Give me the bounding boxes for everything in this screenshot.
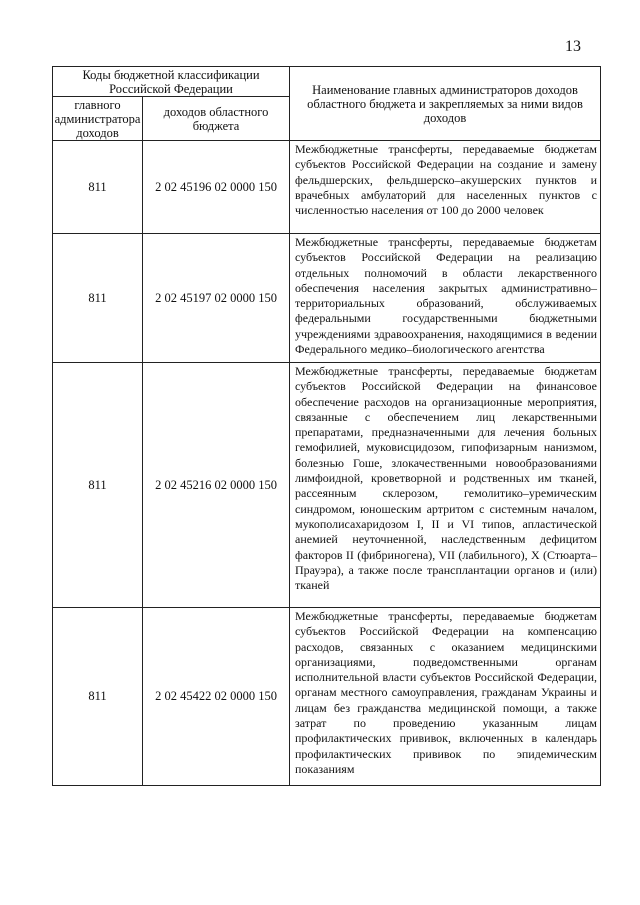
- description-cell: Межбюджетные трансферты, передаваемые бюджетам субъектов Российской Федерации на компенсацию расходов, связанных с оказанием медицинскими организациями, подведомственными органам исполнительной власти субъектов Российской Федерации, органам местного самоуправления, гражданам Украины и лицам без гражданства медицинской помощи, а также затрат по проведению указанным лицам профилактических прививок, включенных в календарь профилактических прививок по эпидемическим показаниям: [290, 608, 601, 786]
- table-header-row: [53, 67, 601, 97]
- header-regional-income: доходов областного бюджета: [143, 97, 290, 141]
- page-number: 13: [565, 38, 581, 55]
- table-row: [53, 234, 601, 363]
- description-cell: Межбюджетные трансферты, передаваемые бюджетам субъектов Российской Федерации на реализацию отдельных полномочий в области лекарственного обеспечения населения закрытых административно–территориальных образований, обслуживаемых федеральными государственными бюджетными учреждениями здравоохранения, находящимися в ведении Федерального медико–биологического агентства: [290, 234, 601, 363]
- header-main-admin: главного администратора доходов: [53, 97, 143, 141]
- table-row: [53, 363, 601, 608]
- income-code-cell: 2 02 45422 02 0000 150: [143, 608, 290, 786]
- admin-code-cell: 811: [53, 363, 143, 608]
- table-row: [53, 608, 601, 786]
- income-code-cell: 2 02 45216 02 0000 150: [143, 363, 290, 608]
- admin-code-cell: 811: [53, 234, 143, 363]
- table-row: [53, 141, 601, 234]
- income-code-cell: 2 02 45197 02 0000 150: [143, 234, 290, 363]
- budget-classification-table: [52, 66, 601, 786]
- header-names: Наименование главных администраторов доходов областного бюджета и закрепляемых за ними видов доходов: [290, 67, 601, 141]
- header-codes-group: Коды бюджетной классификации Российской Федерации: [53, 67, 290, 97]
- admin-code-cell: 811: [53, 141, 143, 234]
- income-code-cell: 2 02 45196 02 0000 150: [143, 141, 290, 234]
- admin-code-cell: 811: [53, 608, 143, 786]
- description-cell: Межбюджетные трансферты, передаваемые бюджетам субъектов Российской Федерации на создание и замену фельдшерских, фельдшерско–акушерских пунктов и врачебных амбулаторий для населенных пунктов с численностью населения от 100 до 2000 человек: [290, 141, 601, 234]
- description-cell: Межбюджетные трансферты, передаваемые бюджетам субъектов Российской Федерации на финансовое обеспечение расходов на организационные мероприятия, связанные с обеспечением лиц лекарственными препаратами, предназначенными для лечения больных гемофилией, муковисцидозом, гипофизарным нанизмом, болезнью Гоше, злокачественными новообразованиями лимфоидной, кроветворной и родственных им тканей, рассеянным склерозом, гемолитико–уремическим синдромом, юношеским артритом с системным началом, мукополисахаридозом I, II и VI типов, апластической анемией неуточненной, наследственным дефицитом факторов II (фибриногена), VII (лабильного), X (Стюарта–Прауэра), а также после трансплантации органов и (или) тканей: [290, 363, 601, 608]
